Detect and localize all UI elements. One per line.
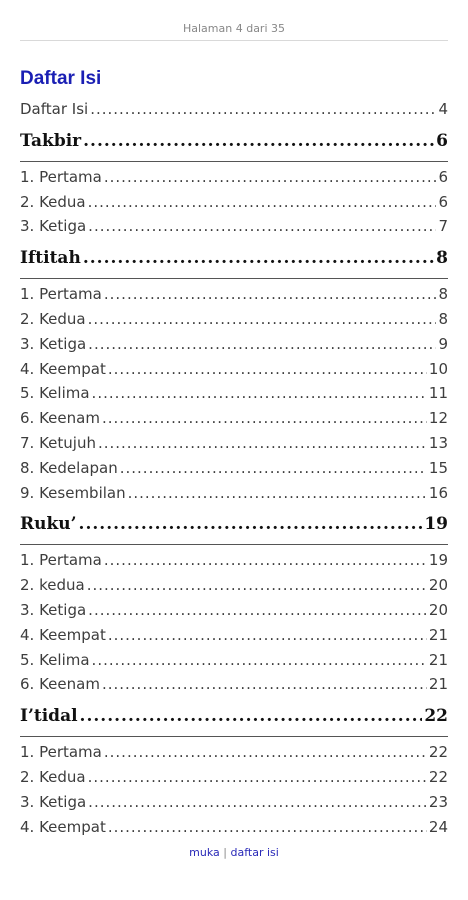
toc-entry-label: 3. Ketiga — [20, 600, 87, 619]
toc-page-number: 6 — [436, 130, 448, 151]
toc-entry-label: 4. Keempat — [20, 625, 106, 644]
toc-page-number: 8 — [436, 248, 448, 269]
toc-entry[interactable] — [20, 434, 448, 459]
toc-page-number: 15 — [428, 458, 448, 477]
toc-entry-label: 3. Ketiga — [20, 334, 87, 353]
toc-page-number: 21 — [428, 650, 448, 669]
toc-entry-label: 7. Ketujuh — [20, 433, 96, 452]
toc-entry[interactable] — [20, 168, 448, 193]
toc-entry[interactable] — [20, 100, 448, 125]
toc-page-number: 22 — [428, 743, 448, 762]
toc-page-number: 12 — [428, 409, 448, 428]
toc-page-number: 24 — [428, 817, 448, 836]
toc-entry-label: 1. Pertama — [20, 167, 102, 186]
toc-entry-label: 5. Kelima — [20, 384, 90, 403]
toc-page-number: 19 — [424, 514, 448, 535]
toc-entry-label: 5. Kelima — [20, 650, 90, 669]
table-of-contents — [20, 100, 448, 842]
toc-page-number: 8 — [438, 309, 448, 328]
toc-entry[interactable] — [20, 743, 448, 768]
toc-page-number: 11 — [428, 384, 448, 403]
toc-page-number: 22 — [428, 767, 448, 786]
dot-leader — [92, 651, 427, 669]
dot-leader — [104, 551, 427, 569]
toc-entry[interactable] — [20, 193, 448, 218]
toc-entry-label: 3. Ketiga — [20, 792, 87, 811]
toc-page-number: 9 — [438, 334, 448, 353]
toc-section-heading[interactable] — [20, 248, 448, 279]
home-link[interactable]: muka — [189, 846, 220, 859]
toc-entry-label: 6. Keenam — [20, 409, 100, 428]
dot-leader — [83, 248, 434, 268]
toc-entry-label: Takbir — [20, 130, 82, 151]
dot-leader — [88, 217, 436, 235]
toc-page-number: 13 — [428, 433, 448, 452]
toc-entry[interactable] — [20, 675, 448, 700]
toc-entry-label: Ruku’ — [20, 514, 77, 535]
toc-entry-label: 2. kedua — [20, 576, 85, 595]
toc-page-number: 21 — [428, 625, 448, 644]
toc-link[interactable]: daftar isi — [230, 846, 279, 859]
toc-entry-label: Daftar Isi — [20, 100, 89, 118]
toc-entry[interactable] — [20, 360, 448, 385]
toc-page-number: 7 — [438, 217, 448, 236]
dot-leader — [88, 310, 437, 328]
dot-leader — [108, 360, 427, 378]
page-header — [20, 0, 448, 41]
toc-entry[interactable] — [20, 576, 448, 601]
toc-page-number: 4 — [438, 100, 448, 118]
dot-leader — [88, 768, 427, 786]
toc-entry[interactable] — [20, 285, 448, 310]
page-title: Daftar Isi — [20, 68, 102, 89]
toc-entry-label: 4. Keempat — [20, 359, 106, 378]
toc-entry[interactable] — [20, 601, 448, 626]
toc-page-number: 19 — [428, 551, 448, 570]
dot-leader — [79, 514, 423, 534]
toc-entry[interactable] — [20, 384, 448, 409]
toc-entry-label: 2. Kedua — [20, 309, 86, 328]
toc-entry-label: 9. Kesembilan — [20, 483, 126, 502]
toc-page-number: 20 — [428, 600, 448, 619]
dot-leader — [128, 484, 427, 502]
toc-entry[interactable] — [20, 793, 448, 818]
dot-leader — [104, 285, 437, 303]
dot-leader — [88, 335, 436, 353]
toc-section-heading[interactable] — [20, 131, 448, 162]
toc-entry-label: I’tidal — [20, 706, 78, 727]
toc-page-number: 6 — [438, 167, 448, 186]
toc-entry[interactable] — [20, 335, 448, 360]
toc-page-number: 8 — [438, 285, 448, 304]
toc-entry[interactable] — [20, 651, 448, 676]
dot-leader — [88, 793, 427, 811]
page-indicator: Halaman 4 dari 35 — [182, 22, 286, 35]
toc-entry-label: 1. Pertama — [20, 551, 102, 570]
toc-entry-label: 2. Kedua — [20, 767, 86, 786]
toc-page-number: 22 — [424, 706, 448, 727]
toc-entry[interactable] — [20, 310, 448, 335]
toc-entry-label: 3. Ketiga — [20, 217, 87, 236]
toc-entry[interactable] — [20, 459, 448, 484]
toc-page-number: 10 — [428, 359, 448, 378]
dot-leader — [83, 131, 434, 151]
toc-entry[interactable] — [20, 484, 448, 509]
dot-leader — [108, 626, 427, 644]
footer-separator: | — [223, 846, 227, 859]
toc-page-number: 20 — [428, 576, 448, 595]
toc-entry[interactable] — [20, 217, 448, 242]
dot-leader — [87, 576, 427, 594]
dot-leader — [98, 434, 427, 452]
toc-entry-label: Iftitah — [20, 248, 81, 269]
dot-leader — [80, 706, 423, 726]
toc-page-number: 6 — [438, 192, 448, 211]
toc-entry[interactable] — [20, 409, 448, 434]
page-footer — [0, 846, 468, 859]
toc-entry[interactable] — [20, 818, 448, 843]
toc-entry[interactable] — [20, 768, 448, 793]
dot-leader — [88, 193, 437, 211]
toc-page-number: 21 — [428, 675, 448, 694]
toc-entry-label: 2. Kedua — [20, 192, 86, 211]
dot-leader — [104, 168, 437, 186]
dot-leader — [90, 100, 436, 118]
dot-leader — [120, 459, 427, 477]
toc-entry-label: 4. Keempat — [20, 817, 106, 836]
toc-page-number: 23 — [428, 792, 448, 811]
dot-leader — [104, 743, 427, 761]
dot-leader — [102, 675, 427, 693]
dot-leader — [88, 601, 427, 619]
toc-entry[interactable] — [20, 551, 448, 576]
toc-entry[interactable] — [20, 626, 448, 651]
toc-entry-label: 8. Kedelapan — [20, 458, 118, 477]
dot-leader — [108, 818, 427, 836]
toc-page-number: 16 — [428, 483, 448, 502]
toc-entry-label: 1. Pertama — [20, 743, 102, 762]
toc-entry-label: 6. Keenam — [20, 675, 100, 694]
dot-leader — [102, 409, 427, 427]
toc-section-heading[interactable] — [20, 514, 448, 545]
toc-section-heading[interactable] — [20, 706, 448, 737]
dot-leader — [92, 384, 427, 402]
toc-entry-label: 1. Pertama — [20, 285, 102, 304]
